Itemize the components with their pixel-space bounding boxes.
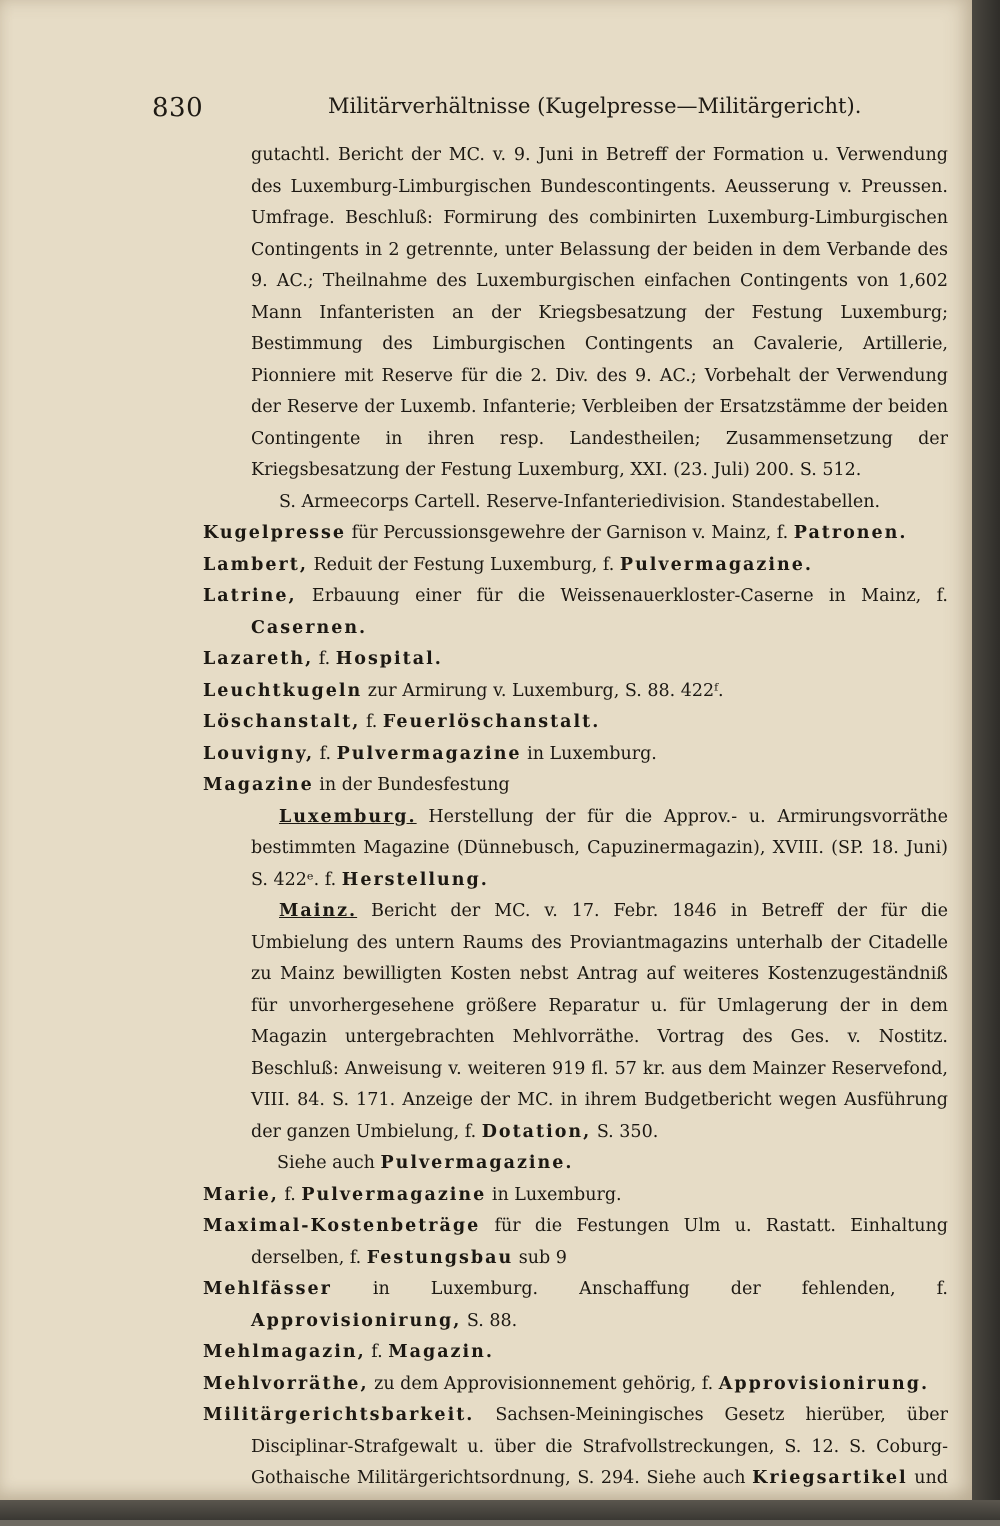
page-edge-right bbox=[972, 0, 1000, 1520]
entry-lambert bbox=[203, 550, 948, 582]
entry-ref: Approvisionirung. bbox=[718, 1373, 930, 1394]
entry-tail: in Luxemburg. bbox=[521, 743, 657, 764]
entry-lazareth bbox=[203, 644, 948, 676]
entry-head: Löschanstalt, bbox=[203, 712, 361, 732]
entry-loeschanstalt bbox=[203, 707, 948, 739]
entry-head: Louvigny, bbox=[203, 743, 315, 764]
entry-tail: S. 88. bbox=[461, 1310, 518, 1331]
entry-text: in Luxemburg. Anschaffung der fehlenden, f. bbox=[331, 1279, 948, 1299]
entry-text: für die Festungen Ulm u. Rastatt. Einhaltung derselben, f. bbox=[251, 1216, 948, 1268]
see-also-note bbox=[203, 1148, 948, 1180]
entry-text: f. bbox=[365, 1342, 389, 1362]
page-edge-bottom bbox=[0, 1500, 1000, 1520]
entry-mehlmagazin bbox=[203, 1337, 948, 1369]
page-number: 830 bbox=[152, 93, 204, 123]
subentry-text: Bericht der MC. v. 17. Febr. 1846 in Betreff der für die Umbielung des untern Raums des Proviantmagazins unterhalb der Citadelle zu Mainz bewilligten Kosten nebst Antrag auf weiteres Kostenzugeständniß für unvorhergesehene größere Reparatur u. für Umlagerung der in dem Magazin untergebrachten Mehlvorräthe. Vortrag des Ges. v. Nostitz. Beschluß: Anweisung v. weiteren 919 fl. 57 kr. aus dem Mainzer Reservefond, VIII. 84. S. 171. Anzeige der MC. in ihrem Budgetbericht wegen Ausführung der ganzen Umbielung, f. bbox=[251, 901, 948, 1142]
entry-head: Lambert, bbox=[203, 554, 308, 575]
entry-leuchtkugeln bbox=[203, 676, 948, 708]
subentry-head: Mainz. bbox=[279, 901, 358, 921]
subentry-tail: S. 350. bbox=[591, 1121, 659, 1142]
entry-text: Reduit der Festung Luxemburg, f. bbox=[307, 554, 620, 575]
running-head: Militärverhältnisse (Kugelpresse—Militärgericht). bbox=[328, 94, 862, 118]
entry-ref: Kriegsartikel bbox=[752, 1468, 908, 1488]
entry-head: Lazareth, bbox=[203, 649, 314, 669]
index-body bbox=[203, 140, 948, 1526]
entry-tail: und bbox=[907, 1468, 949, 1488]
entry-text: zur Armirung v. Luxemburg, S. 88. 422ᶠ. bbox=[362, 680, 724, 701]
entry-marie bbox=[203, 1180, 948, 1212]
entry-head: Maximal-Kostenbeträge bbox=[203, 1216, 481, 1236]
entry-text: Erbauung einer für die Weissenauerkloster-Caserne in Mainz, f. bbox=[296, 586, 948, 606]
entry-mehlfaesser bbox=[203, 1274, 948, 1337]
entry-head: Magazine bbox=[203, 775, 314, 795]
continuation-text: gutachtl. Bericht der MC. v. 9. Juni in Betreff der Formation u. Verwendung des Luxemburg-Limburgischen Bundescontingents. Aeusserung v. Preussen. Umfrage. Beschluß: Formirung des combinirten Luxemburg-Limburgischen Contingents in 2 getrennte, unter Belassung der beiden in dem Verbande des 9. AC.; Theilnahme des Luxemburgischen einfachen Contingents von 1,602 Mann Infanteristen an der Kriegsbesatzung der Festung Luxemburg; Bestimmung des Limburgischen Contingents an Cavalerie, Artillerie, Pionniere mit Reserve für die 2. Div. des 9. AC.; Vorbehalt der Verwendung der Reserve der Luxemb. Infanterie; Verbleiben der Ersatzstämme der beiden Contingente in ihren resp. Landestheilen; Zusammensetzung der Kriegsbesatzung der Festung Luxemburg, XXI. (23. Juli) 200. S. 512. bbox=[251, 145, 948, 480]
entry-text: f. bbox=[278, 1184, 302, 1205]
entry-maximal-kostenbetraege bbox=[203, 1211, 948, 1274]
entry-head: Militärgerichtsbarkeit. bbox=[203, 1405, 475, 1425]
entry-ref: Hospital. bbox=[335, 649, 443, 669]
entry-text: f. bbox=[314, 743, 337, 764]
entry-kugelpresse bbox=[203, 518, 948, 550]
entry-louvigny bbox=[203, 739, 948, 771]
entry-ref: Feuerlöschanstalt. bbox=[382, 712, 601, 732]
subentry-ref: Herstellung. bbox=[341, 869, 489, 890]
entry-tail: in Luxemburg. bbox=[486, 1184, 622, 1205]
subentry-mainz bbox=[203, 896, 948, 1148]
entry-ref: Approvisionirung, bbox=[251, 1310, 462, 1331]
entry-text: Sachsen-Meiningisches Gesetz hierüber, über Disciplinar-Strafgewalt u. über die Strafvollstreckungen, S. 12. S. Coburg-Gothaische Militärgerichtsordnung, S. 294. Siehe auch bbox=[251, 1405, 948, 1488]
entry-magazine bbox=[203, 770, 948, 802]
entry-text: f. bbox=[360, 712, 383, 732]
entry-head: Mehlmagazin, bbox=[203, 1342, 366, 1362]
entry-text: f. bbox=[313, 649, 336, 669]
note-ref: Pulvermagazine. bbox=[380, 1153, 574, 1173]
entry-head: Kugelpresse bbox=[203, 523, 346, 543]
entry-head: Mehlvorräthe, bbox=[203, 1373, 369, 1394]
note-text: Siehe auch bbox=[277, 1153, 381, 1173]
entry-text: in der Bundesfestung bbox=[313, 775, 510, 795]
entry-head: Latrine, bbox=[203, 586, 297, 606]
entry-continuation bbox=[203, 140, 948, 487]
entry-tail: sub 9 bbox=[513, 1247, 567, 1268]
see-also-text: S. Armeecorps Cartell. Reserve-Infanteriedivision. Standestabellen. bbox=[279, 491, 881, 512]
entry-latrine bbox=[203, 581, 948, 644]
see-also-line bbox=[203, 487, 948, 519]
entry-head: Marie, bbox=[203, 1184, 279, 1205]
entry-ref: Patronen. bbox=[793, 523, 908, 543]
entry-ref: Pulvermagazine bbox=[301, 1184, 487, 1205]
entry-ref: Magazin. bbox=[388, 1342, 494, 1362]
entry-ref: Pulvermagazine bbox=[336, 743, 522, 764]
subentry-text: Herstellung der für die Approv.- u. Armirungsvorräthe bestimmten Magazine (Dünnebusch, Capuzinermagazin), XVIII. (SP. 18. Juni) S. 422ᵉ. f. bbox=[251, 806, 948, 890]
entry-text: für Percussionsgewehre der Garnison v. Mainz, f. bbox=[346, 523, 794, 543]
entry-head: Leuchtkugeln bbox=[203, 680, 363, 701]
entry-text: zu dem Approvisionnement gehörig, f. bbox=[368, 1373, 719, 1394]
entry-ref: Pulvermagazine. bbox=[619, 554, 813, 575]
subentry-luxemburg bbox=[203, 802, 948, 897]
subentry-head: Luxemburg. bbox=[279, 806, 417, 827]
entry-ref: Festungsbau bbox=[366, 1247, 514, 1268]
entry-ref: Casernen. bbox=[251, 617, 368, 638]
subentry-ref: Dotation, bbox=[481, 1121, 592, 1142]
entry-head: Mehlfässer bbox=[203, 1279, 332, 1299]
entry-mehlvorraethe bbox=[203, 1369, 948, 1401]
